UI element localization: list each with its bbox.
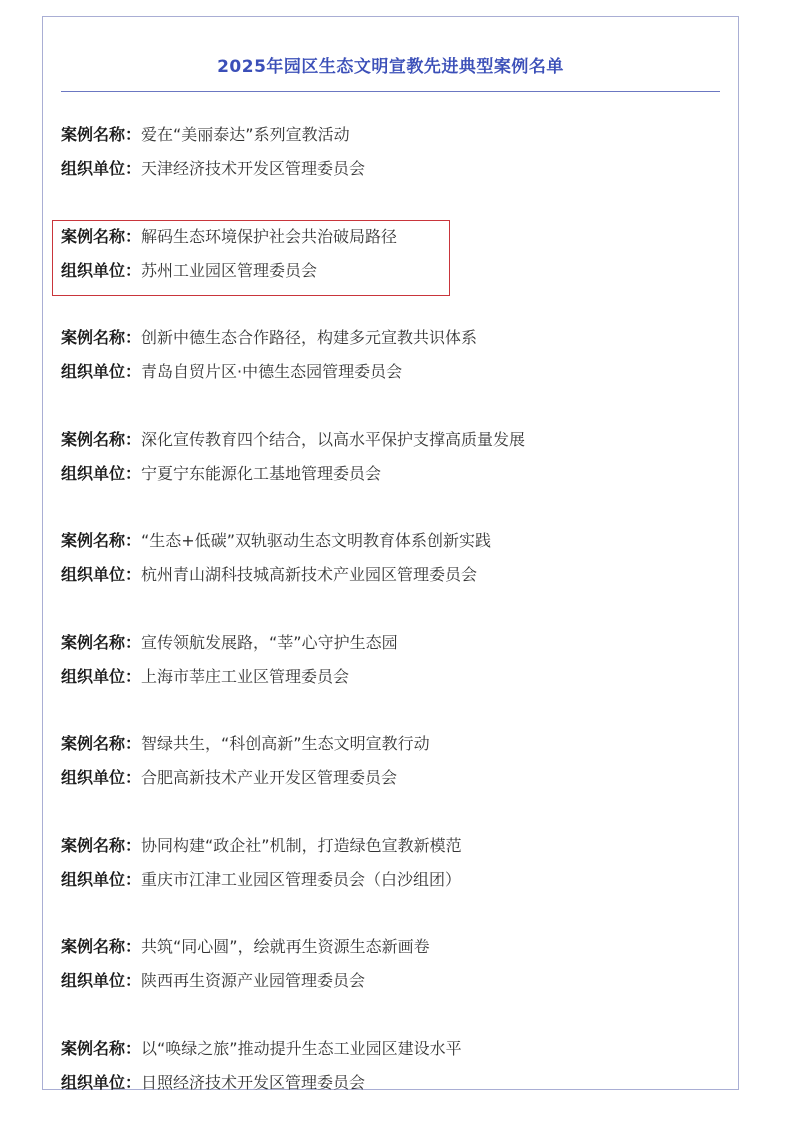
organizer-label: 组织单位：: [61, 464, 141, 483]
case-name-label: 案例名称：: [61, 633, 141, 652]
case-name-label: 案例名称：: [61, 734, 141, 753]
case-item-highlighted: [61, 220, 721, 322]
case-item: [61, 727, 721, 829]
case-name-value: 共筑“同心圆”，绘就再生资源生态新画卷: [141, 937, 430, 956]
case-name-label: 案例名称：: [61, 125, 141, 144]
organizer-label: 组织单位：: [61, 565, 141, 584]
organizer-label: 组织单位：: [61, 362, 141, 381]
case-name-label: 案例名称：: [61, 430, 141, 449]
case-list: [61, 118, 721, 1133]
organizer-row: [61, 1066, 721, 1100]
organizer-label: 组织单位：: [61, 971, 141, 990]
case-name-value: 深化宣传教育四个结合，以高水平保护支撑高质量发展: [141, 430, 525, 449]
case-name-value: 智绿共生，“科创高新”生态文明宣教行动: [141, 734, 430, 753]
organizer-row: [61, 152, 721, 186]
organizer-value: 陕西再生资源产业园管理委员会: [141, 971, 365, 990]
case-name-label: 案例名称：: [61, 937, 141, 956]
organizer-value: 日照经济技术开发区管理委员会: [141, 1073, 365, 1092]
case-item: [61, 930, 721, 1032]
organizer-value: 上海市莘庄工业区管理委员会: [141, 667, 349, 686]
case-name-row: [61, 220, 721, 254]
organizer-value: 苏州工业园区管理委员会: [141, 261, 317, 280]
case-item: [61, 524, 721, 626]
organizer-value: 杭州青山湖科技城高新技术产业园区管理委员会: [141, 565, 477, 584]
organizer-label: 组织单位：: [61, 870, 141, 889]
title-divider: [61, 91, 720, 92]
page-title: 2025年园区生态文明宣教先进典型案例名单: [43, 55, 738, 79]
case-name-value: 协同构建“政企社”机制，打造绿色宣教新模范: [141, 836, 462, 855]
organizer-row: [61, 863, 721, 897]
organizer-row: [61, 761, 721, 795]
case-name-value: 爱在“美丽泰达”系列宣教活动: [141, 125, 350, 144]
case-name-value: “生态+低碳”双轨驱动生态文明教育体系创新实践: [141, 531, 491, 550]
case-item: [61, 1032, 721, 1133]
case-item: [61, 321, 721, 423]
organizer-row: [61, 964, 721, 998]
case-name-row: [61, 626, 721, 660]
organizer-label: 组织单位：: [61, 159, 141, 178]
organizer-value: 青岛自贸片区·中德生态园管理委员会: [141, 362, 402, 381]
organizer-label: 组织单位：: [61, 261, 141, 280]
case-name-row: [61, 118, 721, 152]
case-item: [61, 423, 721, 525]
case-item: [61, 118, 721, 220]
organizer-row: [61, 457, 721, 491]
organizer-row: [61, 355, 721, 389]
organizer-value: 重庆市江津工业园区管理委员会（白沙组团）: [141, 870, 461, 889]
case-name-label: 案例名称：: [61, 1039, 141, 1058]
case-name-value: 解码生态环境保护社会共治破局路径: [141, 227, 397, 246]
organizer-label: 组织单位：: [61, 667, 141, 686]
case-item: [61, 829, 721, 931]
case-name-row: [61, 930, 721, 964]
case-name-row: [61, 727, 721, 761]
organizer-value: 天津经济技术开发区管理委员会: [141, 159, 365, 178]
case-name-row: [61, 423, 721, 457]
case-name-row: [61, 829, 721, 863]
organizer-label: 组织单位：: [61, 768, 141, 787]
document-frame: [42, 16, 739, 1090]
organizer-row: [61, 660, 721, 694]
case-name-label: 案例名称：: [61, 836, 141, 855]
case-name-label: 案例名称：: [61, 328, 141, 347]
case-name-label: 案例名称：: [61, 227, 141, 246]
case-name-value: 以“唤绿之旅”推动提升生态工业园区建设水平: [141, 1039, 462, 1058]
case-name-value: 宣传领航发展路，“莘”心守护生态园: [141, 633, 398, 652]
case-name-row: [61, 1032, 721, 1066]
case-name-row: [61, 524, 721, 558]
case-name-row: [61, 321, 721, 355]
organizer-value: 宁夏宁东能源化工基地管理委员会: [141, 464, 381, 483]
case-name-label: 案例名称：: [61, 531, 141, 550]
organizer-row: [61, 558, 721, 592]
organizer-label: 组织单位：: [61, 1073, 141, 1092]
case-name-value: 创新中德生态合作路径，构建多元宣教共识体系: [141, 328, 477, 347]
organizer-value: 合肥高新技术产业开发区管理委员会: [141, 768, 397, 787]
case-item: [61, 626, 721, 728]
organizer-row: [61, 254, 721, 288]
